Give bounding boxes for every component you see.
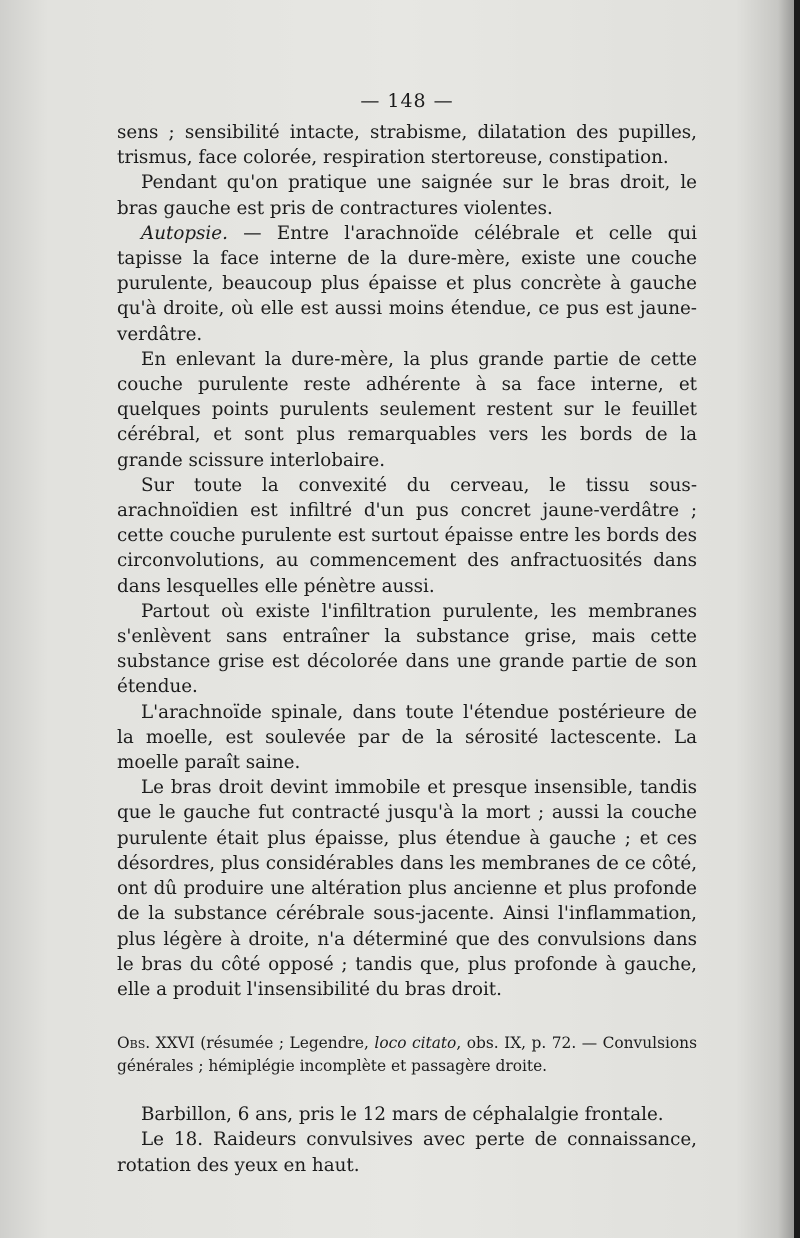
paragraph: sens ; sensibilité intacte, strabisme, dilatation des pupilles, trismus, face colorée, respiration stertoreuse, constipation. bbox=[117, 122, 697, 169]
page-edge bbox=[794, 0, 800, 1238]
autopsy-heading: Autopsie. bbox=[141, 222, 228, 244]
paragraph: Le bras droit devint immobile et presque insensible, tandis que le gauche fut contracté jusqu'à la mort ; aussi la couche purulente était plus épaisse, plus étendue à gauche ; et ces désordres, plus considérables dans les membranes de ce côté, ont dû produire une altération plus ancienne et plus profonde de la substance cérébrale sous-jacente. Ainsi l'inflammation, plus légère à droite, n'a déterminé que des convulsions dans le bras du côté opposé ; tandis que, plus profonde à gauche, elle a produit l'insensibilité du bras droit. bbox=[117, 777, 697, 1000]
case-text bbox=[117, 1102, 697, 1178]
paragraph: Partout où existe l'infiltration purulente, les membranes s'enlèvent sans entraîner la substance grise, mais cette substance grise est décolorée dans une grande partie de son étendue. bbox=[117, 600, 697, 698]
page-content bbox=[117, 90, 697, 1178]
paragraph: Sur toute la convexité du cerveau, le tissu sous-arachnoïdien est infiltré d'un pus concret jaune-verdâtre ; cette couche purulente est surtout épaisse entre les bords des circonvolutions, au commencement des anfractuosités dans dans lesquelles elle pénètre aussi. bbox=[117, 474, 697, 597]
paragraph-autopsy: Autopsie. — Entre l'arachnoïde célébrale et celle qui tapisse la face interne de la dure-mère, existe une couche purulente, beaucoup plus épaisse et plus concrète à gauche qu'à droite, où elle est aussi moins étendue, ce pus est jaune-verdâtre. bbox=[117, 222, 697, 345]
paragraph: Pendant qu'on pratique une saignée sur le bras droit, le bras gauche est pris de contractures violentes. bbox=[117, 172, 697, 219]
case-paragraph: Barbillon, 6 ans, pris le 12 mars de céphalalgie frontale. bbox=[141, 1104, 664, 1126]
case-paragraph: Le 18. Raideurs convulsives avec perte de connaissance, rotation des yeux en haut. bbox=[117, 1129, 697, 1176]
paragraph: En enlevant la dure-mère, la plus grande partie de cette couche purulente reste adhérente à sa face interne, et quelques points purulents seulement restent sur le feuillet cérébral, et sont plus remarquables vers les bords de la grande scissure interlobaire. bbox=[117, 348, 697, 471]
body-text bbox=[117, 120, 697, 1002]
page-number: — 148 — bbox=[360, 90, 454, 112]
paragraph: L'arachnoïde spinale, dans toute l'étendue postérieure de la moelle, est soulevée par de la sérosité lactescente. La moelle paraît saine. bbox=[117, 701, 697, 774]
observation-heading: Obs. XXVI (résumée ; Legendre, loco citato, obs. IX, p. 72. — Convulsions générales ; hémiplégie incomplète et passagère droite. bbox=[117, 1034, 697, 1076]
